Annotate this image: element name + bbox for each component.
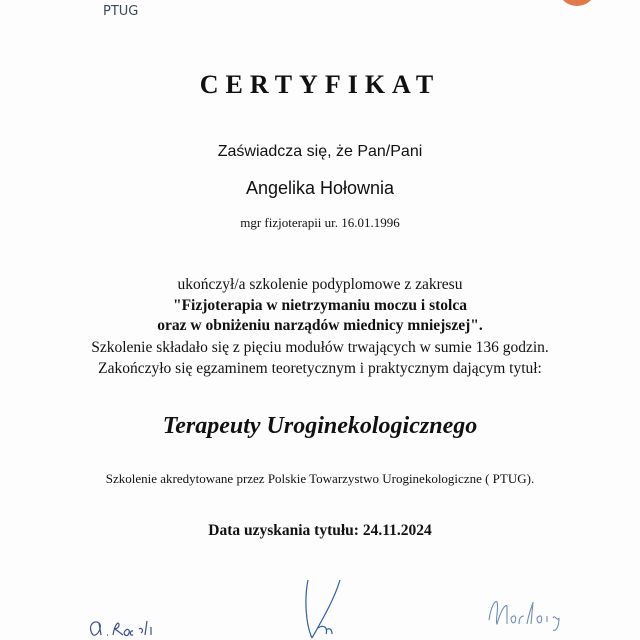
- logo-text: PTUG: [103, 4, 139, 19]
- signature-3: [485, 598, 575, 638]
- recipient-name: Angelika Hołownia: [245, 178, 395, 198]
- course-name-line: "Fizjoterapia w nietrzymaniu moczu i stolca: [172, 297, 467, 314]
- signature-2: [300, 580, 350, 640]
- body-line: Szkolenie składało się z pięciu modułów trwających w sumie 136 godzin.: [91, 339, 549, 356]
- certificate-title: CERTYFIKAT: [199, 70, 441, 99]
- date-line: Data uzyskania tytułu: 24.11.2024: [208, 522, 432, 539]
- certifies-text: Zaświadcza się, że Pan/Pani: [217, 143, 423, 160]
- signature-1: [85, 615, 165, 640]
- degree-line: mgr fizjoterapii ur. 16.01.1996: [240, 215, 400, 230]
- course-name-line: oraz w obniżeniu narządów miednicy mniejszej".: [157, 317, 483, 334]
- body-line: Zakończyło się egzaminem teoretycznym i praktycznym dającym tytuł:: [98, 360, 542, 377]
- logo-mark: [560, 0, 594, 6]
- awarded-title: Terapeuty Uroginekologicznego: [162, 413, 478, 439]
- accreditation-text: Szkolenie akredytowane przez Polskie Towarzystwo Uroginekologiczne ( PTUG).: [105, 471, 535, 486]
- body-line: ukończył/a szkolenie podyplomowe z zakresu: [177, 276, 463, 293]
